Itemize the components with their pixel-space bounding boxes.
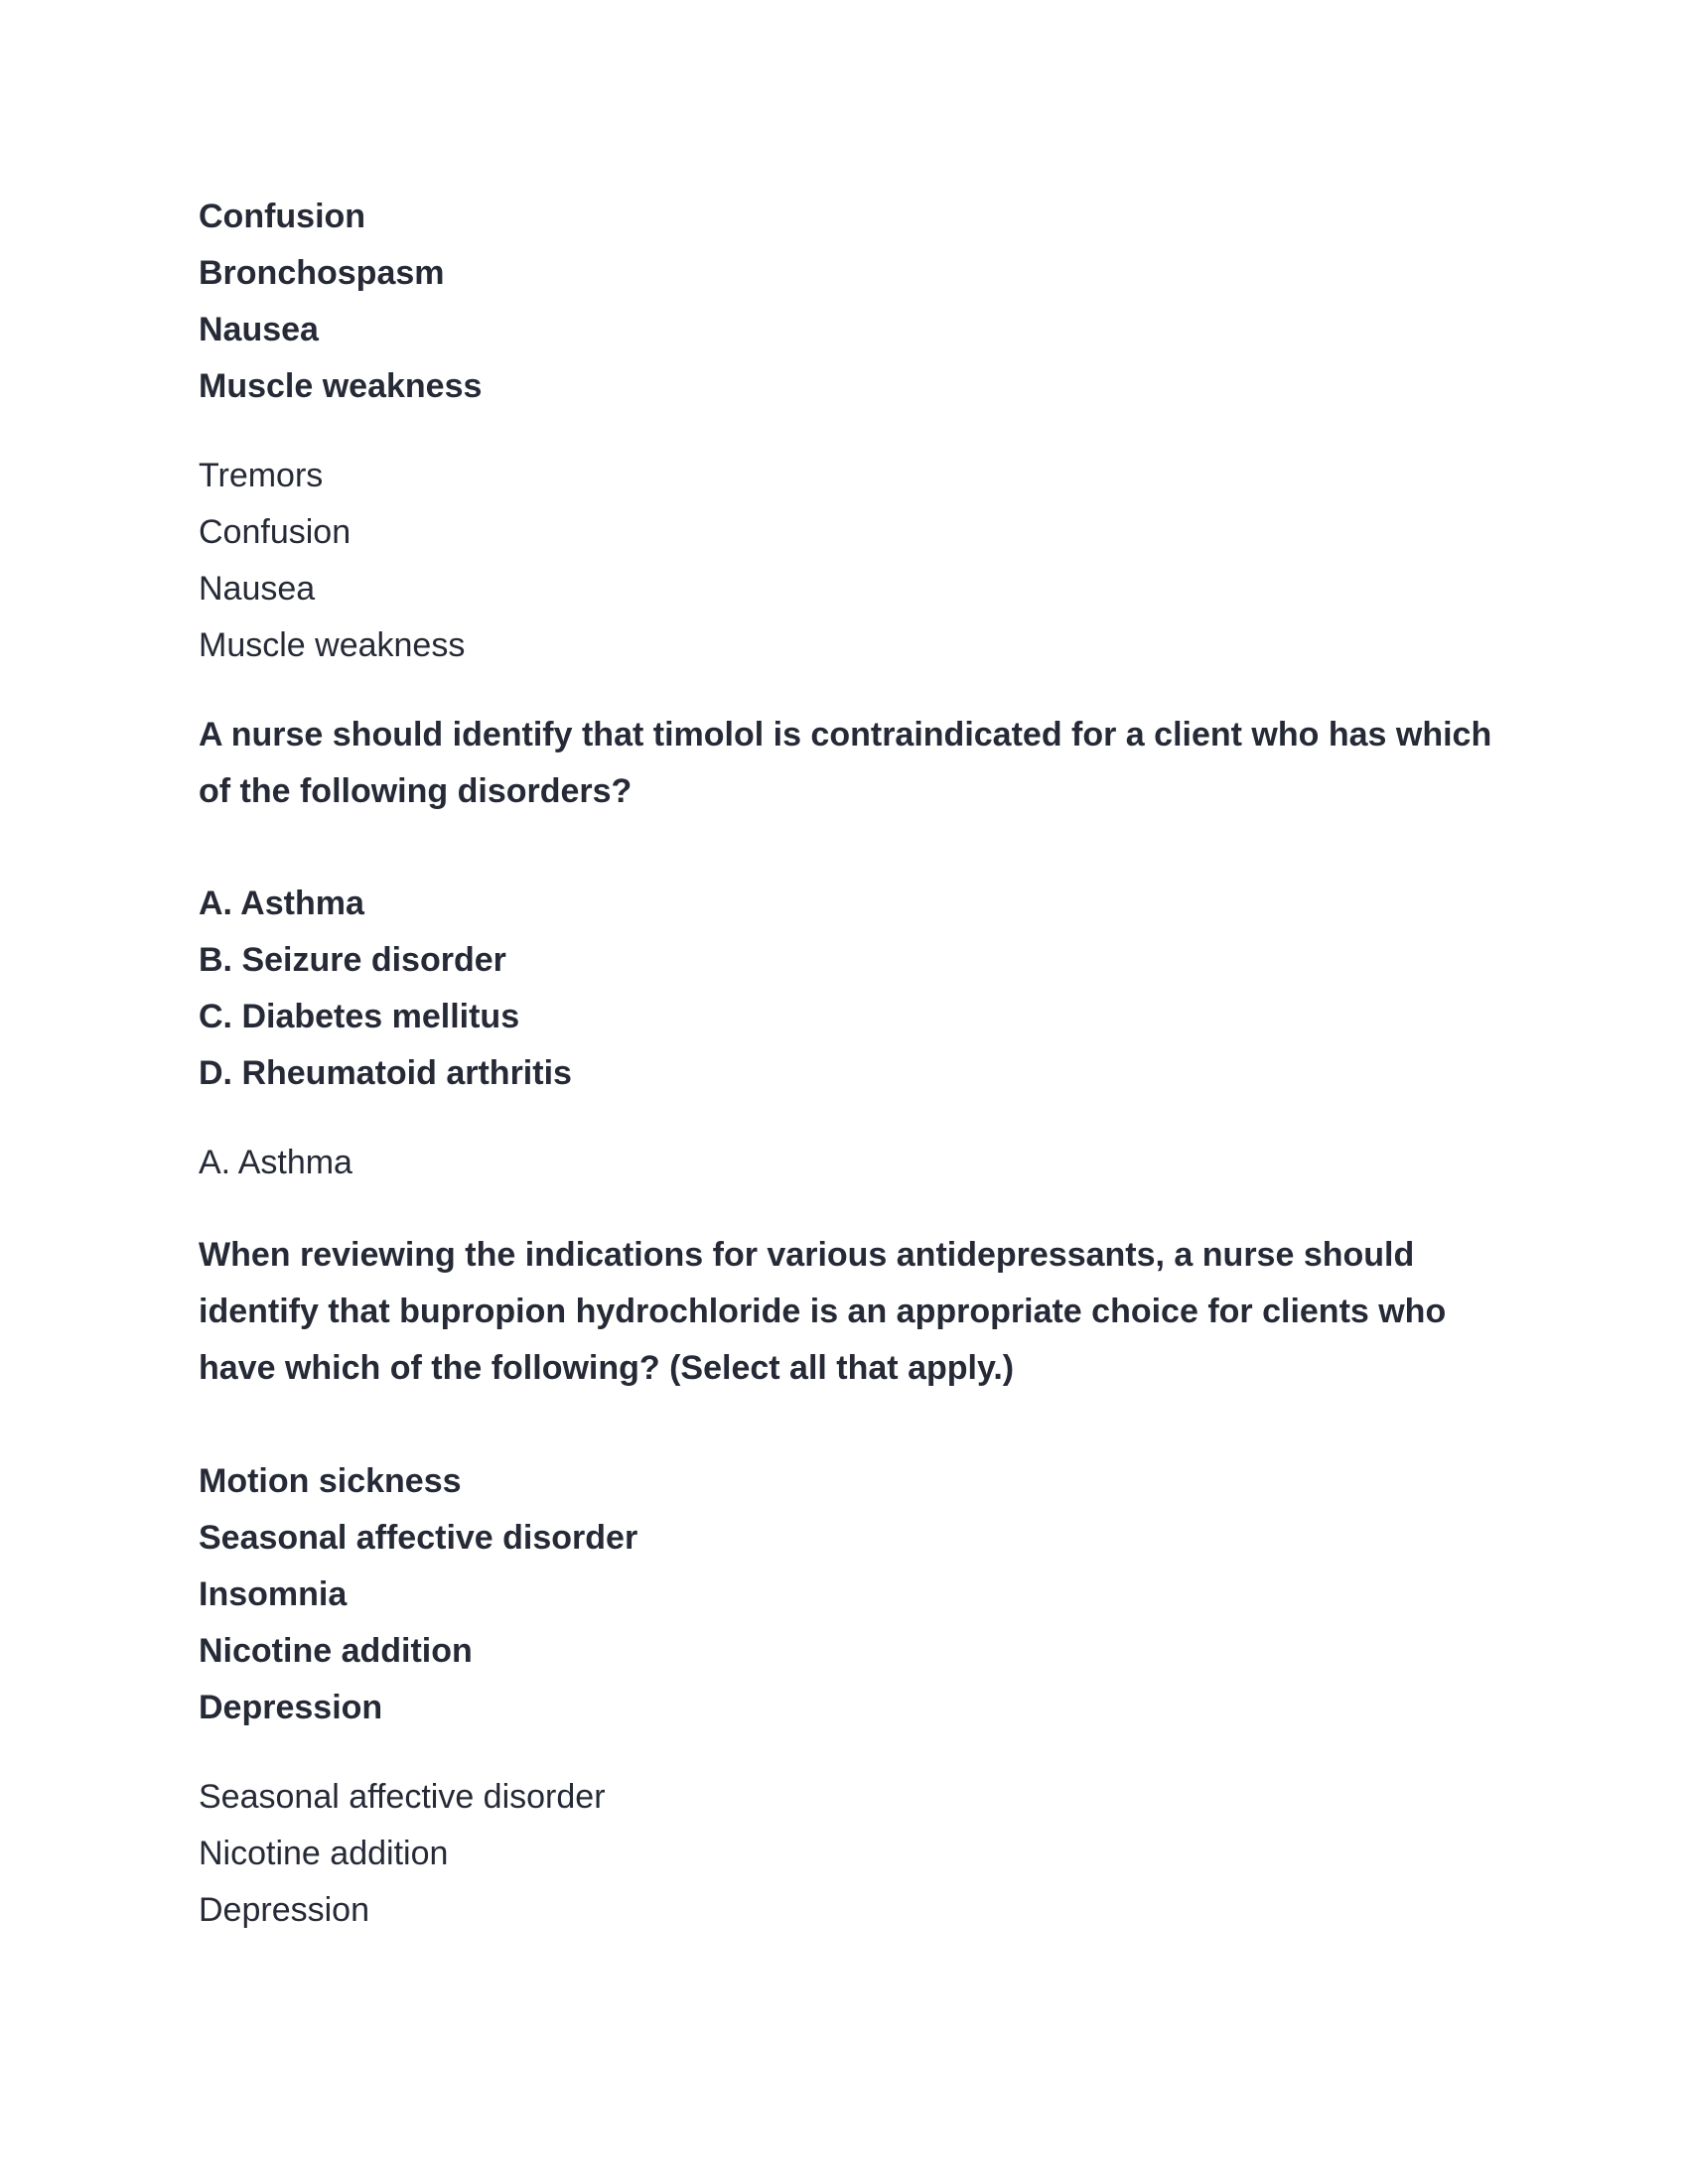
question-line: of the following disorders? xyxy=(199,772,633,810)
option-item: D. Rheumatoid arthritis xyxy=(199,1054,572,1092)
answer-item: Depression xyxy=(199,1891,369,1929)
answer-item: Nausea xyxy=(199,570,316,608)
option-item: Nicotine addition xyxy=(199,1632,473,1670)
option-item: B. Seizure disorder xyxy=(199,941,506,979)
option-item: Muscle weakness xyxy=(199,367,483,405)
option-item: A. Asthma xyxy=(199,885,364,922)
answer-item: A. Asthma xyxy=(199,1144,352,1181)
question-line: identify that bupropion hydrochloride is an appropriate choice for clients who xyxy=(199,1293,1447,1330)
answer-item: Muscle weakness xyxy=(199,626,466,664)
question3-text xyxy=(199,1227,1489,1397)
question3-answers-list xyxy=(199,1769,1489,1939)
question-line: A nurse should identify that timolol is contraindicated for a client who has which xyxy=(199,716,1492,753)
question2-options-list xyxy=(199,876,1489,1102)
question2-text xyxy=(199,707,1492,820)
section1-answers-list xyxy=(199,448,1489,674)
question-line: have which of the following? (Select all that apply.) xyxy=(199,1349,1015,1387)
option-item: C. Diabetes mellitus xyxy=(199,998,520,1035)
option-item: Depression xyxy=(199,1689,383,1726)
answer-item: Confusion xyxy=(199,513,352,551)
option-item: Motion sickness xyxy=(199,1462,462,1500)
answer-item: Seasonal affective disorder xyxy=(199,1778,606,1816)
option-item: Bronchospasm xyxy=(199,254,445,292)
answer-item: Tremors xyxy=(199,457,324,494)
section1-options-list xyxy=(199,189,1489,415)
option-item: Confusion xyxy=(199,198,366,235)
answer-item: Nicotine addition xyxy=(199,1835,449,1872)
option-item: Nausea xyxy=(199,311,319,348)
question3-options-list xyxy=(199,1453,1489,1736)
question2-answer xyxy=(199,1135,1489,1191)
question-line: When reviewing the indications for various antidepressants, a nurse should xyxy=(199,1236,1415,1274)
option-item: Seasonal affective disorder xyxy=(199,1519,638,1557)
option-item: Insomnia xyxy=(199,1575,348,1613)
